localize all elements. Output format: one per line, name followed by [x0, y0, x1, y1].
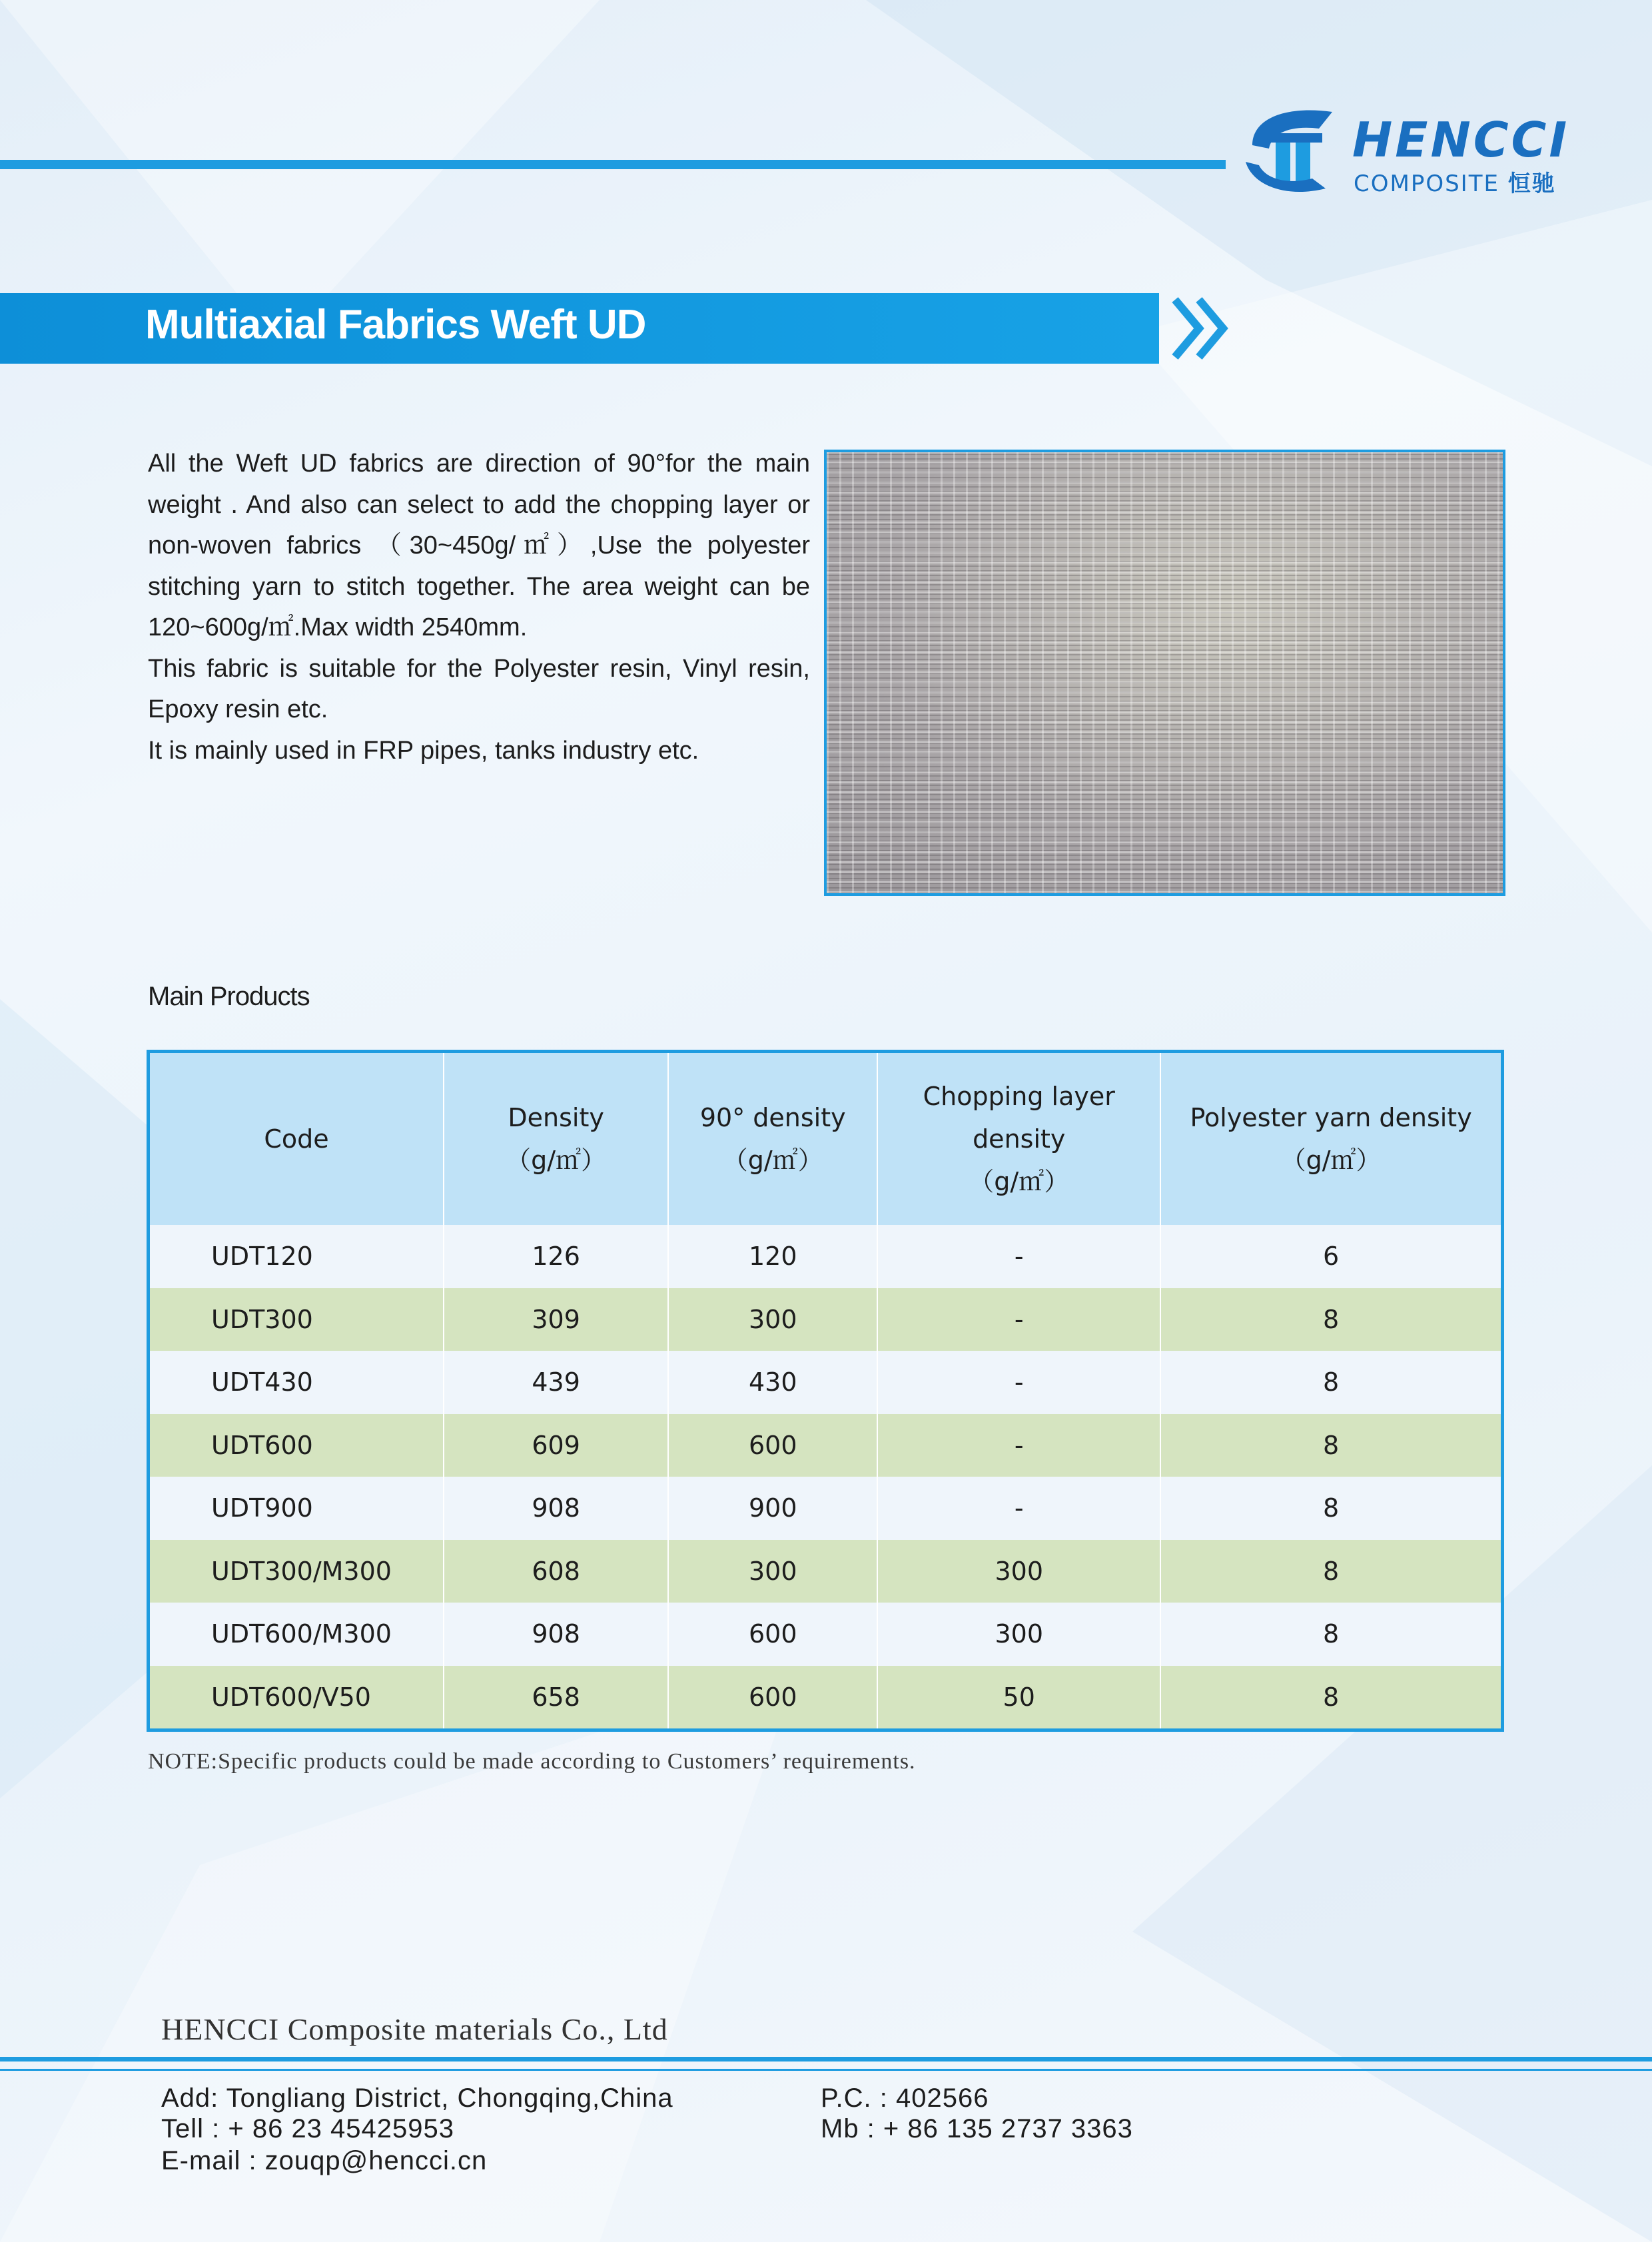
cell-density: 439 [444, 1351, 668, 1414]
cell-density: 908 [444, 1603, 668, 1666]
cell-chopping-density: 50 [877, 1666, 1160, 1730]
main-products-heading: Main Products [148, 982, 310, 1011]
header-line: density [973, 1124, 1066, 1154]
column-header-polyester-density [1160, 1052, 1502, 1226]
cell-chopping-density: - [877, 1351, 1160, 1414]
cell-code: UDT600/M300 [149, 1603, 444, 1666]
cell-chopping-density: - [877, 1477, 1160, 1540]
hencci-logo-icon [1239, 99, 1339, 198]
cell-chopping-density: - [877, 1414, 1160, 1477]
description-paragraph: It is mainly used in FRP pipes, tanks industry etc. [148, 736, 699, 765]
table-row [149, 1288, 1503, 1351]
company-name: HENCCI Composite materials Co., Ltd [161, 2012, 668, 2046]
table-row [149, 1603, 1503, 1666]
cell-polyester-density: 8 [1160, 1414, 1502, 1477]
header-line: Code [264, 1124, 329, 1154]
cell-90-density: 300 [668, 1540, 877, 1603]
cell-polyester-density: 8 [1160, 1288, 1502, 1351]
cell-code: UDT300/M300 [149, 1540, 444, 1603]
cell-density: 126 [444, 1225, 668, 1288]
column-header-90-density [668, 1052, 877, 1226]
cell-90-density: 600 [668, 1666, 877, 1730]
cell-polyester-density: 8 [1160, 1540, 1502, 1603]
products-table [147, 1050, 1504, 1732]
contact-mobile: Mb : + 86 135 2737 3363 [821, 2114, 1133, 2143]
header-unit: （g/㎡） [722, 1146, 823, 1175]
contact-address: Add: Tongliang District, Chongqing,China [161, 2083, 673, 2113]
contact-email[interactable]: E-mail : zouqp@hencci.cn [161, 2146, 488, 2175]
contact-phone: Tell : + 86 23 45425953 [161, 2114, 455, 2143]
header-line: Chopping layer [923, 1082, 1115, 1111]
cell-chopping-density: 300 [877, 1603, 1160, 1666]
cell-density: 309 [444, 1288, 668, 1351]
customization-note: NOTE:Specific products could be made according to Customers’ requirements. [148, 1749, 916, 1774]
cell-polyester-density: 6 [1160, 1225, 1502, 1288]
brand-subtitle [1354, 165, 1556, 198]
table-row [149, 1351, 1503, 1414]
table-row [149, 1666, 1503, 1730]
header-line: Density [508, 1103, 604, 1132]
header-unit: （g/㎡） [506, 1146, 607, 1175]
cell-density: 608 [444, 1540, 668, 1603]
header-line: 90° density [699, 1103, 846, 1132]
column-header-code [149, 1052, 444, 1226]
description-paragraph: This fabric is suitable for the Polyester resin, Vinyl resin, Epoxy resin etc. [148, 654, 810, 723]
cell-polyester-density: 8 [1160, 1351, 1502, 1414]
cell-chopping-density: - [877, 1288, 1160, 1351]
cell-density: 908 [444, 1477, 668, 1540]
cell-polyester-density: 8 [1160, 1603, 1502, 1666]
cell-chopping-density: 300 [877, 1540, 1160, 1603]
cell-code: UDT900 [149, 1477, 444, 1540]
header-unit: （g/㎡） [1280, 1146, 1382, 1175]
header-unit: （g/㎡） [969, 1167, 1070, 1196]
company-logo [1239, 99, 1592, 205]
cell-code: UDT600/V50 [149, 1666, 444, 1730]
table-row [149, 1477, 1503, 1540]
cell-code: UDT120 [149, 1225, 444, 1288]
table-row [149, 1414, 1503, 1477]
cell-90-density: 120 [668, 1225, 877, 1288]
cell-polyester-density: 8 [1160, 1666, 1502, 1730]
cell-code: UDT430 [149, 1351, 444, 1414]
cell-density: 609 [444, 1414, 668, 1477]
contact-postal-code: P.C. : 402566 [821, 2083, 989, 2113]
brand-sub-cjk: 恒驰 [1507, 171, 1556, 197]
footer-rule-thin [0, 2069, 1652, 2071]
cell-density: 658 [444, 1666, 668, 1730]
brand-name: HENCCI [1352, 112, 1570, 168]
cell-90-density: 900 [668, 1477, 877, 1540]
header-rule [0, 160, 1226, 169]
header-line: Polyester yarn density [1190, 1103, 1472, 1132]
brand-sub-latin: COMPOSITE [1354, 171, 1499, 197]
table-row [149, 1225, 1503, 1288]
cell-code: UDT300 [149, 1288, 444, 1351]
table-row [149, 1540, 1503, 1603]
description-paragraph: All the Weft UD fabrics are direction of 90°for the main weight . And also can select to add the chopping layer or non-woven fabrics （30~450g/㎡）,Use the polyester stitching yarn to stitch together. The area weight can be 120~600g/㎡.Max width 2540mm. [148, 450, 810, 641]
cell-90-density: 600 [668, 1414, 877, 1477]
fabric-photo [824, 450, 1505, 896]
product-description [148, 444, 810, 771]
cell-code: UDT600 [149, 1414, 444, 1477]
column-header-chopping-density [877, 1052, 1160, 1226]
cell-90-density: 600 [668, 1603, 877, 1666]
table-header-row [149, 1052, 1503, 1226]
page-title: Multiaxial Fabrics Weft UD [145, 302, 646, 348]
cell-polyester-density: 8 [1160, 1477, 1502, 1540]
cell-chopping-density: - [877, 1225, 1160, 1288]
footer-rule [0, 2057, 1652, 2061]
cell-90-density: 300 [668, 1288, 877, 1351]
double-chevron-icon [1167, 292, 1234, 365]
cell-90-density: 430 [668, 1351, 877, 1414]
column-header-density [444, 1052, 668, 1226]
